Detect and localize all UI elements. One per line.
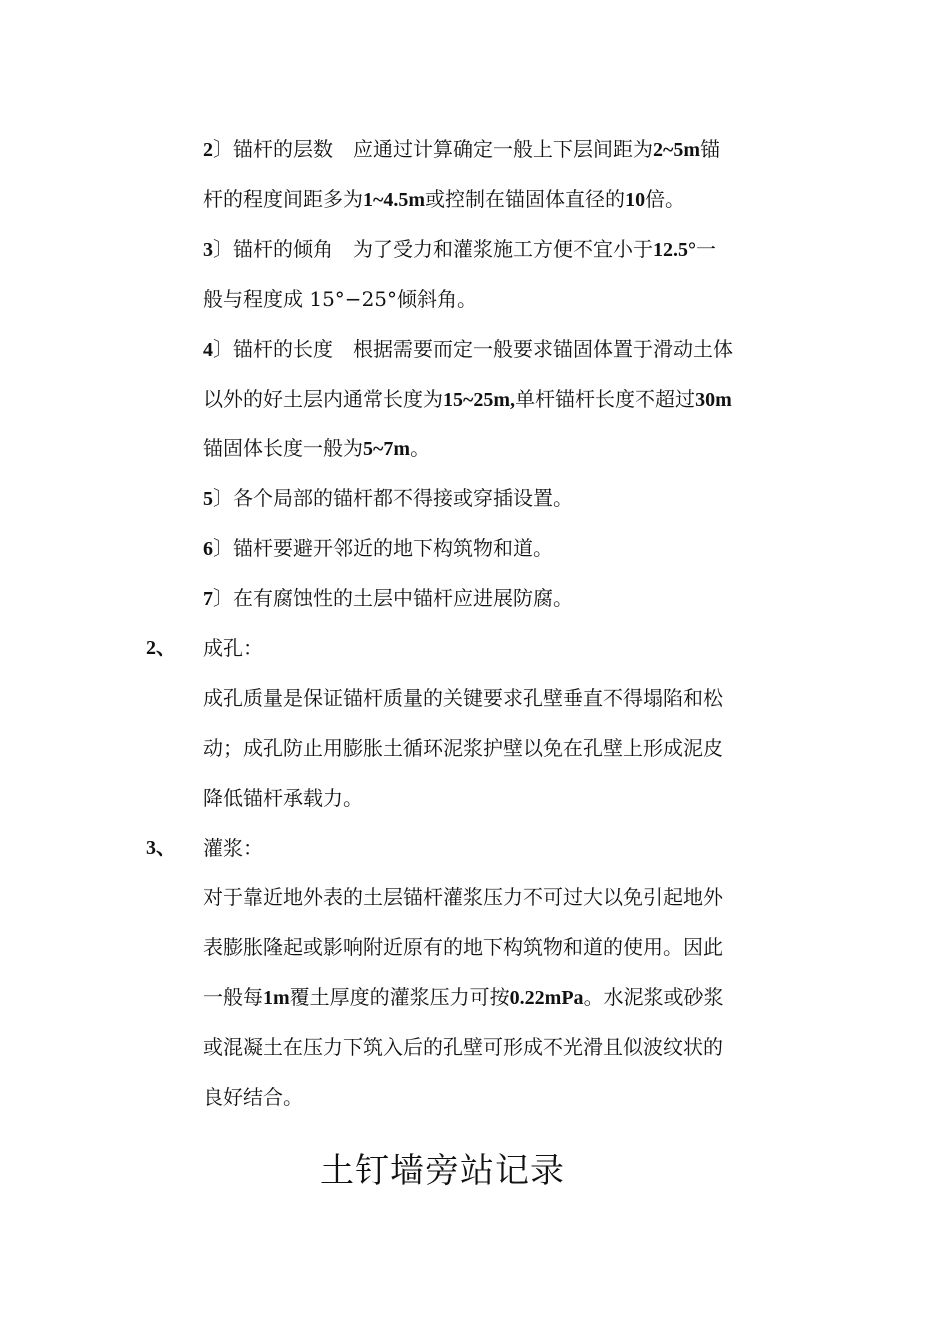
- item-3-line-1: 3〕锚杆的倾角 为了受力和灌浆施工方便不宜小于12.5°一: [203, 237, 716, 261]
- section-3-line-2: 表膨胀隆起或影响附近原有的地下构筑物和道的使用。因此: [203, 935, 723, 959]
- item-number: 7: [203, 588, 213, 610]
- item-4-line-3: 锚固体长度一般为5~7m。: [203, 436, 431, 460]
- item-number: 3: [203, 239, 213, 261]
- item-7-line: 7〕在有腐蚀性的土层中锚杆应进展防腐。: [203, 586, 573, 610]
- item-6-line: 6〕锚杆要避开邻近的地下构筑物和道。: [203, 536, 553, 560]
- section-3-line-1: 对于靠近地外表的土层锚杆灌浆压力不可过大以免引起地外: [203, 885, 723, 909]
- page-title: 土钉墙旁站记录: [320, 1151, 565, 1191]
- section-2-number: 2、: [146, 637, 176, 659]
- section-2-line-2: 动；成孔防止用膨胀土循环泥浆护壁以免在孔壁上形成泥皮: [203, 736, 723, 760]
- section-3-heading: 灌浆：: [203, 836, 263, 860]
- item-5-line: 5〕各个局部的锚杆都不得接或穿插设置。: [203, 486, 573, 510]
- item-number: 2: [203, 139, 213, 161]
- item-4-line-1: 4〕锚杆的长度 根据需要而定一般要求锚固体置于滑动土体: [203, 337, 733, 361]
- section-3-line-3: 一般每1m覆土厚度的灌浆压力可按0.22mPa。水泥浆或砂浆: [203, 985, 724, 1009]
- item-number: 5: [203, 488, 213, 510]
- item-number: 4: [203, 339, 213, 361]
- section-2-line-3: 降低锚杆承载力。: [203, 786, 363, 810]
- item-3-line-2: 般与程度成 15°−25°倾斜角。: [203, 287, 478, 311]
- item-4-line-2: 以外的好土层内通常长度为15~25m,单杆锚杆长度不超过30m: [203, 387, 732, 411]
- item-number: 6: [203, 538, 213, 560]
- item-2-line-2: 杆的程度间距多为1~4.5m或控制在锚固体直径的10倍。: [203, 187, 686, 211]
- section-3-line-5: 良好结合。: [203, 1085, 303, 1109]
- item-2-line-1: 2〕锚杆的层数 应通过计算确定一般上下层间距为2~5m锚: [203, 137, 721, 161]
- section-3-line-4: 或混凝土在压力下筑入后的孔壁可形成不光滑且似波纹状的: [203, 1035, 723, 1059]
- section-2-heading: 成孔：: [203, 636, 263, 660]
- section-2-line-1: 成孔质量是保证锚杆质量的关键要求孔壁垂直不得塌陷和松: [203, 686, 723, 710]
- section-3-number: 3、: [146, 837, 176, 859]
